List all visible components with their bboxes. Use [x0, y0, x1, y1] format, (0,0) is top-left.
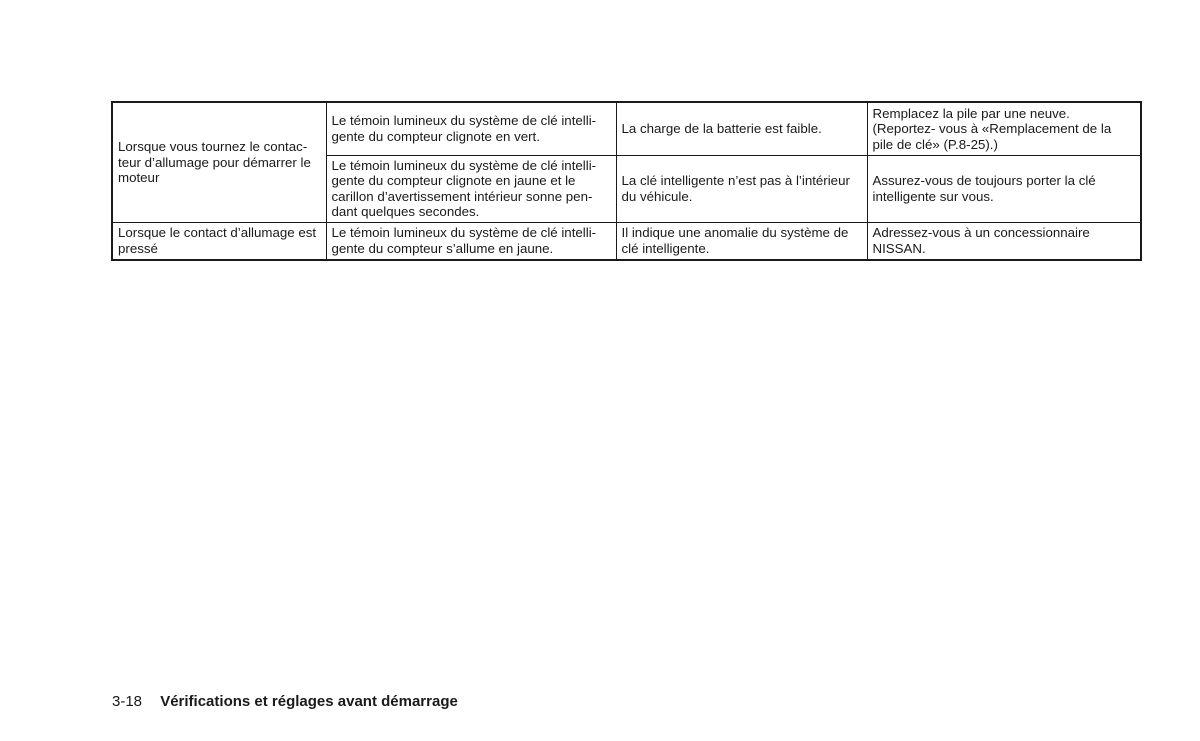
condition-cell: Lorsque le contact d’allumage est pressé	[112, 222, 326, 260]
condition-cell: Lorsque vous tournez le contac- teur d’allumage pour démarrer le moteur	[112, 102, 326, 222]
symptom-cell: Le témoin lumineux du système de clé intelli- gente du compteur clignote en vert.	[326, 102, 616, 155]
section-title: Vérifications et réglages avant démarrage	[160, 693, 458, 710]
action-cell: Remplacez la pile par une neuve. (Reportez- vous à «Remplacement de la pile de clé» (P.8-25).)	[867, 102, 1141, 155]
cause-cell: Il indique une anomalie du système de clé intelligente.	[616, 222, 867, 260]
table-row	[112, 222, 1141, 260]
symptom-cell: Le témoin lumineux du système de clé intelli- gente du compteur s’allume en jaune.	[326, 222, 616, 260]
action-cell: Adressez-vous à un concessionnaire NISSAN.	[867, 222, 1141, 260]
page-footer	[112, 692, 458, 712]
action-cell: Assurez-vous de toujours porter la clé intelligente sur vous.	[867, 155, 1141, 222]
cause-cell: La clé intelligente n’est pas à l’intérieur du véhicule.	[616, 155, 867, 222]
cause-cell: La charge de la batterie est faible.	[616, 102, 867, 155]
troubleshooting-table	[111, 101, 1142, 261]
table-row	[112, 102, 1141, 155]
page-number: 3-18	[112, 693, 143, 710]
symptom-cell: Le témoin lumineux du système de clé intelli- gente du compteur clignote en jaune et le carillon d’avertissement intérieur sonne pen- dant quelques secondes.	[326, 155, 616, 222]
